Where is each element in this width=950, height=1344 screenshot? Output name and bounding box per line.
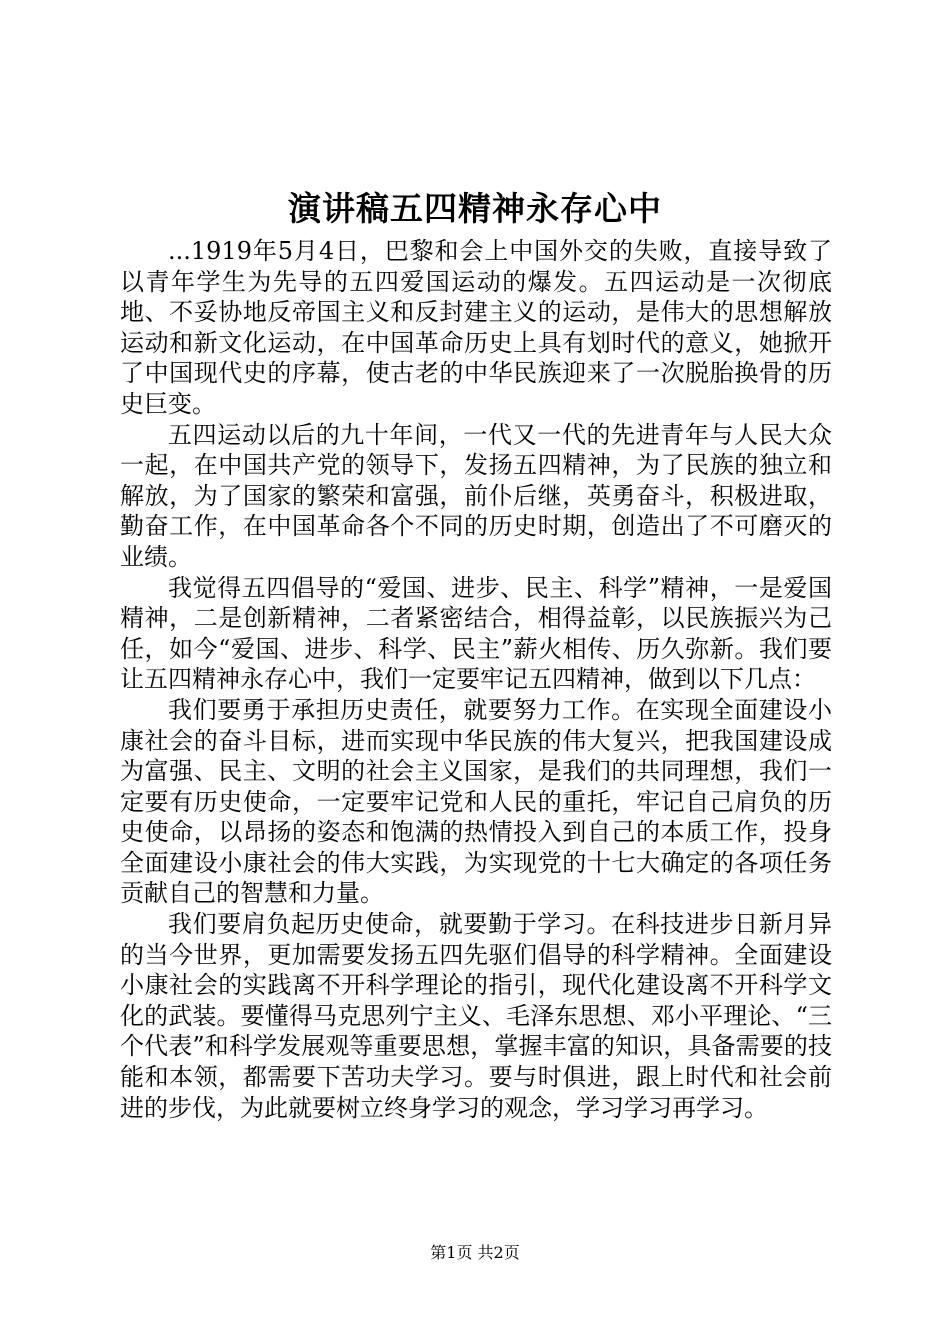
paragraph: 我觉得五四倡导的“爱国、进步、民主、科学”精神，一是爱国精神，二是创新精神，二者紧密结合，相得益彰，以民族振兴为己任，如今“爱国、进步、科学、民主”薪火相传、历久弥新。我们要让五四精神永存心中，我们一定要牢记五四精神，做到以下几点： [120,573,832,694]
paragraph: ...1919年5月4日，巴黎和会上中国外交的失败，直接导致了以青年学生为先导的五四爱国运动的爆发。五四运动是一次彻底地、不妥协地反帝国主义和反封建主义的运动，是伟大的思想解放运动和新文化运动，在中国革命历史上具有划时代的意义，她掀开了中国现代史的序幕，使古老的中华民族迎来了一次脱胎换骨的历史巨变。 [120,237,832,418]
paragraph: 我们要勇于承担历史责任，就要努力工作。在实现全面建设小康社会的奋斗目标，进而实现中华民族的伟大复兴，把我国建设成为富强、民主、文明的社会主义国家，是我们的共同理想，我们一定要有历史使命，一定要牢记党和人民的重托，牢记自己肩负的历史使命，以昂扬的姿态和饱满的热情投入到自己的本质工作，投身全面建设小康社会的伟大实践，为实现党的十七大确定的各项任务贡献自己的智慧和力量。 [120,695,832,908]
document-body [120,236,832,1123]
paragraph: 我们要肩负起历史使命，就要勤于学习。在科技进步日新月异的当今世界，更加需要发扬五四先驱们倡导的科学精神。全面建设小康社会的实践离不开科学理论的指引，现代化建设离不开科学文化的武装。要懂得马克思列宁主义、毛泽东思想、邓小平理论、“三个代表”和科学发展观等重要思想，掌握丰富的知识，具备需要的技能和本领，都需要下苦功夫学习。要与时俱进，跟上时代和社会前进的步伐，为此就要树立终身学习的观念，学习学习再学习。 [120,910,832,1122]
paragraph: 五四运动以后的九十年间，一代又一代的先进青年与人民大众一起，在中国共产党的领导下，发扬五四精神，为了民族的独立和解放，为了国家的繁荣和富强，前仆后继，英勇奋斗，积极进取，勤奋工作，在中国革命各个不同的历史时期，创造出了不可磨灭的业绩。 [120,420,832,571]
page-number-footer: 第1页 共2页 [430,1243,520,1262]
document-title: 演讲稿五四精神永存心中 [288,189,662,228]
